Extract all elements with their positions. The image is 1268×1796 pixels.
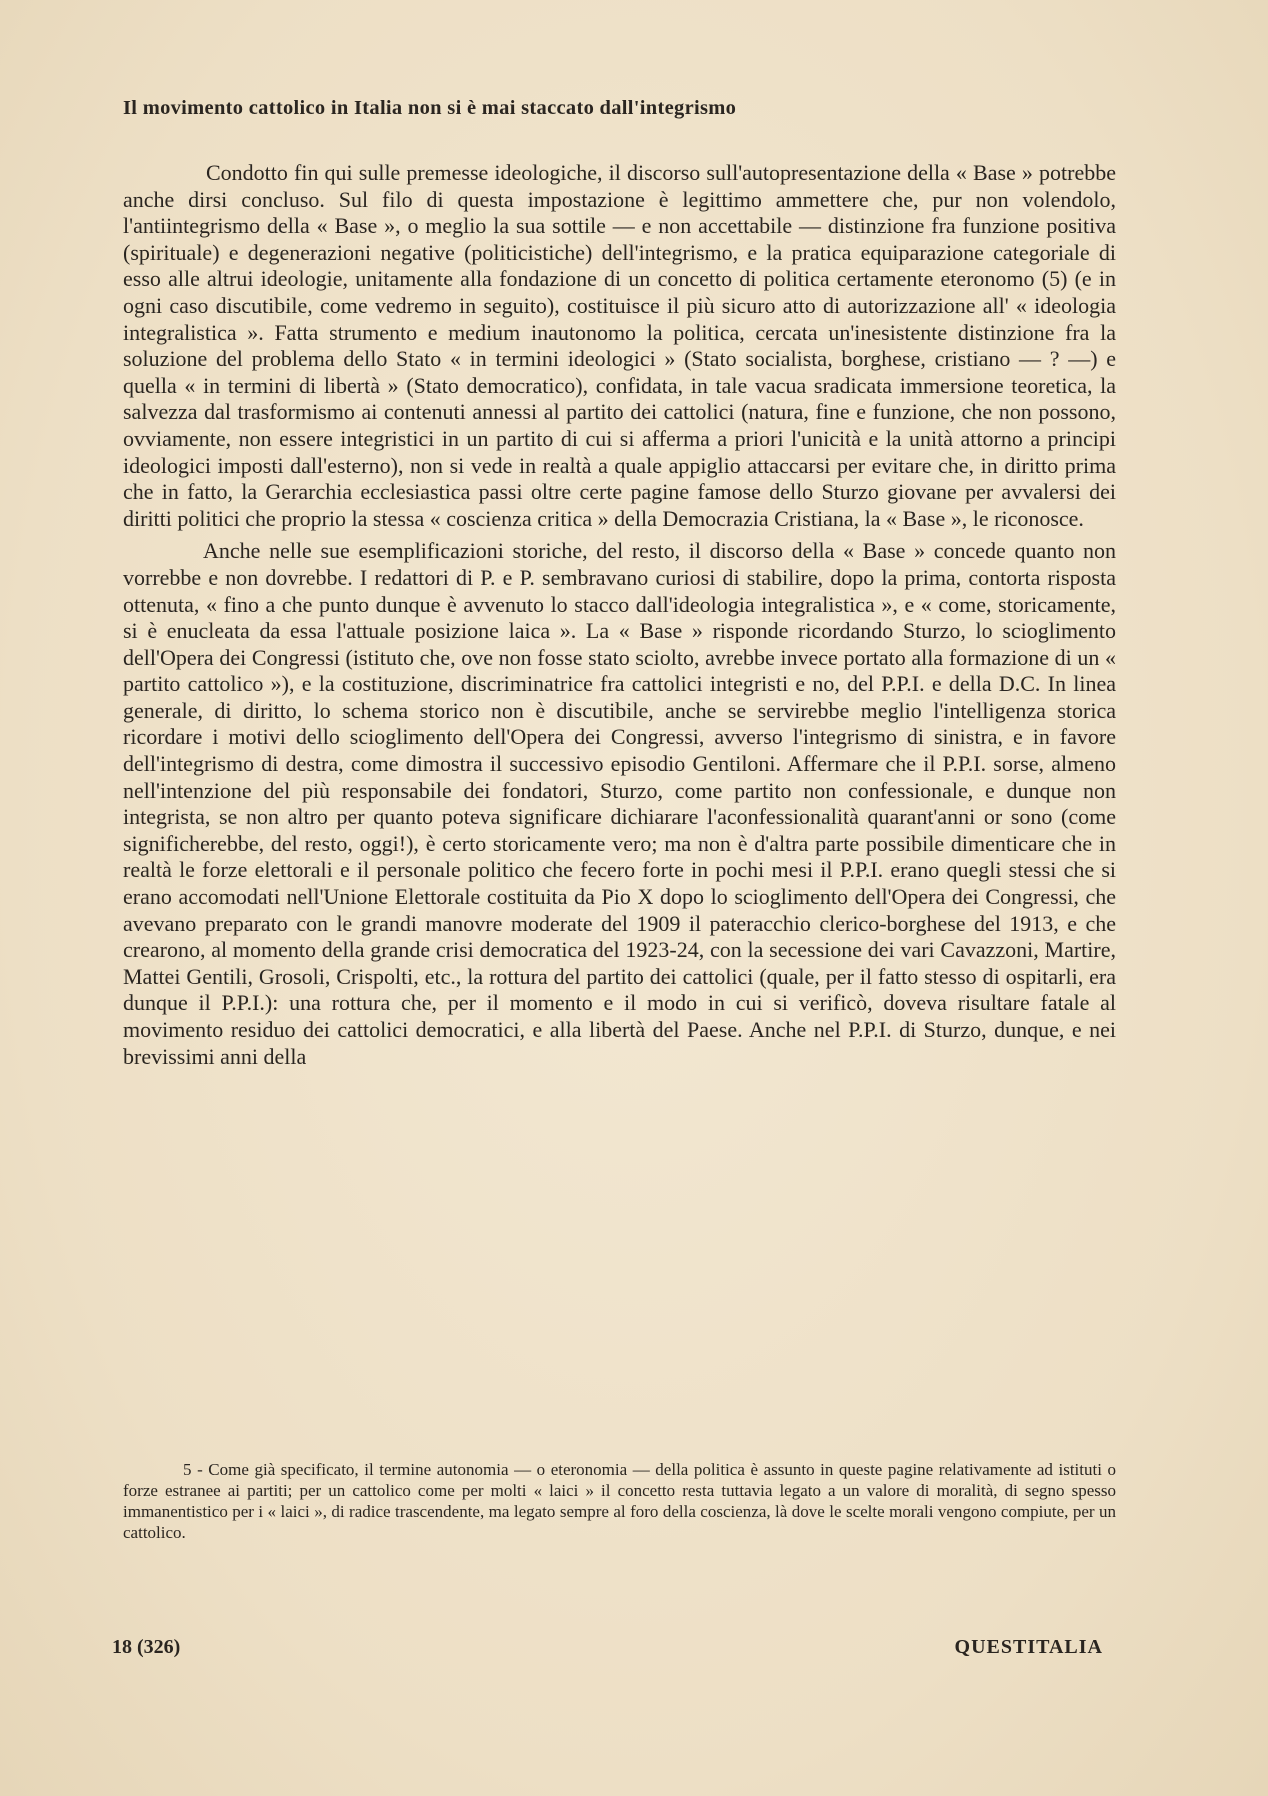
page-number: 18 (326) xyxy=(112,1636,181,1658)
section-heading: Il movimento cattolico in Italia non si è mai staccato dall'integrismo xyxy=(123,97,737,119)
footnote: 5 - Come già specificato, il termine autonomia — o eteronomia — della politica è assunto in queste pagine relativamente ad istituti o forze estranee ai partiti; per un cattolico come per molti « laici » il concetto resta tuttavia legato a un valore di moralità, di segno spesso immanentistico per i « laici », di radice trascendente, ma legato sempre al foro della coscienza, là dove le scelte morali vengono compiute, per un cattolico. xyxy=(123,1460,1116,1542)
body-text xyxy=(123,160,1116,1070)
paragraph: Anche nelle sue esemplificazioni storiche, del resto, il discorso della « Base » concede quanto non vorrebbe e non dovrebbe. I redattori di P. e P. sembravano curiosi di stabilire, dopo la prima, contorta risposta ottenuta, « fino a che punto dunque è avvenuto lo stacco dall'ideologia integralistica », e « come, storicamente, si è enucleata da essa l'attuale posizione laica ». La « Base » risponde ricordando Sturzo, lo scioglimento dell'Opera dei Congressi (istituto che, ove non fosse stato sciolto, avrebbe invece portato alla formazione di un « partito cattolico »), e la costituzione, discriminatrice fra cattolici integristi e no, del P.P.I. e della D.C. In linea generale, di diritto, lo schema storico non è discutibile, anche se servirebbe meglio l'intelligenza storica ricordare i motivi dello scioglimento dell'Opera dei Congressi, avverso l'integrismo di sinistra, e in favore dell'integrismo di destra, come dimostra il successivo episodio Gentiloni. Affermare che il P.P.I. sorse, almeno nell'intenzione del più responsabile dei fondatori, Sturzo, come partito non confessionale, e dunque non integrista, se non altro per quanto poteva significare dichiarare l'aconfessionalità quarant'anni or sono (come significherebbe, del resto, oggi!), è certo storicamente vero; ma non è d'altra parte possibile dimenticare che in realtà le forze elettorali e il personale politico che fecero forte in pochi mesi il P.P.I. erano quegli stessi che si erano accomodati nell'Unione Elettorale costituita da Pio X dopo lo scioglimento dell'Opera dei Congressi, che avevano preparato con le grandi manovre moderate del 1909 il pateracchio clerico-borghese del 1913, e che crearono, al momento della grande crisi democratica del 1923-24, con la secessione dei vari Cavazzoni, Martire, Mattei Gentili, Grosoli, Crispolti, etc., la rottura del partito dei cattolici (quale, per il fatto stesso di ospitarli, era dunque il P.P.I.): una rottura che, per il momento e il modo in cui si verificò, doveva risultare fatale al movimento residuo dei cattolici democratici, e alla libertà del Paese. Anche nel P.P.I. di Sturzo, dunque, e nei brevissimi anni della xyxy=(123,538,1116,1069)
journal-name: QUESTITALIA xyxy=(954,1636,1103,1658)
paragraph: Condotto fin qui sulle premesse ideologiche, il discorso sull'autopresentazione della « Base » potrebbe anche dirsi concluso. Sul filo di questa impostazione è legittimo ammettere che, pur non volendolo, l'antiintegrismo della « Base », o meglio la sua sottile — e non accettabile — distinzione fra funzione positiva (spirituale) e degenerazioni negative (politicistiche) dell'integrismo, e la pratica equiparazione categoriale di esso alle altrui ideologie, unitamente alla fondazione di un concetto di politica certamente eteronomo (5) (e in ogni caso discutibile, come vedremo in seguito), costituisce il più sicuro atto di autorizzazione all' « ideologia integralistica ». Fatta strumento e medium inautonomo la politica, cercata un'inesistente distinzione fra la soluzione del problema dello Stato « in termini ideologici » (Stato socialista, borghese, cristiano — ? —) e quella « in termini di libertà » (Stato democratico), confidata, in tale vacua sradicata immersione teoretica, la salvezza dal trasformismo ai contenuti annessi al partito dei cattolici (natura, fine e funzione, che non possono, ovviamente, non essere integristici in un partito di cui si afferma a priori l'unicità e la unità attorno a principi ideologici imposti dall'esterno), non si vede in realtà a quale appiglio attaccarsi per evitare che, in diritto prima che in fatto, la Gerarchia ecclesiastica passi oltre certe pagine famose dello Sturzo giovane per avvalersi dei diritti politici che proprio la stessa « coscienza critica » della Democrazia Cristiana, la « Base », le riconosce. xyxy=(123,160,1116,531)
